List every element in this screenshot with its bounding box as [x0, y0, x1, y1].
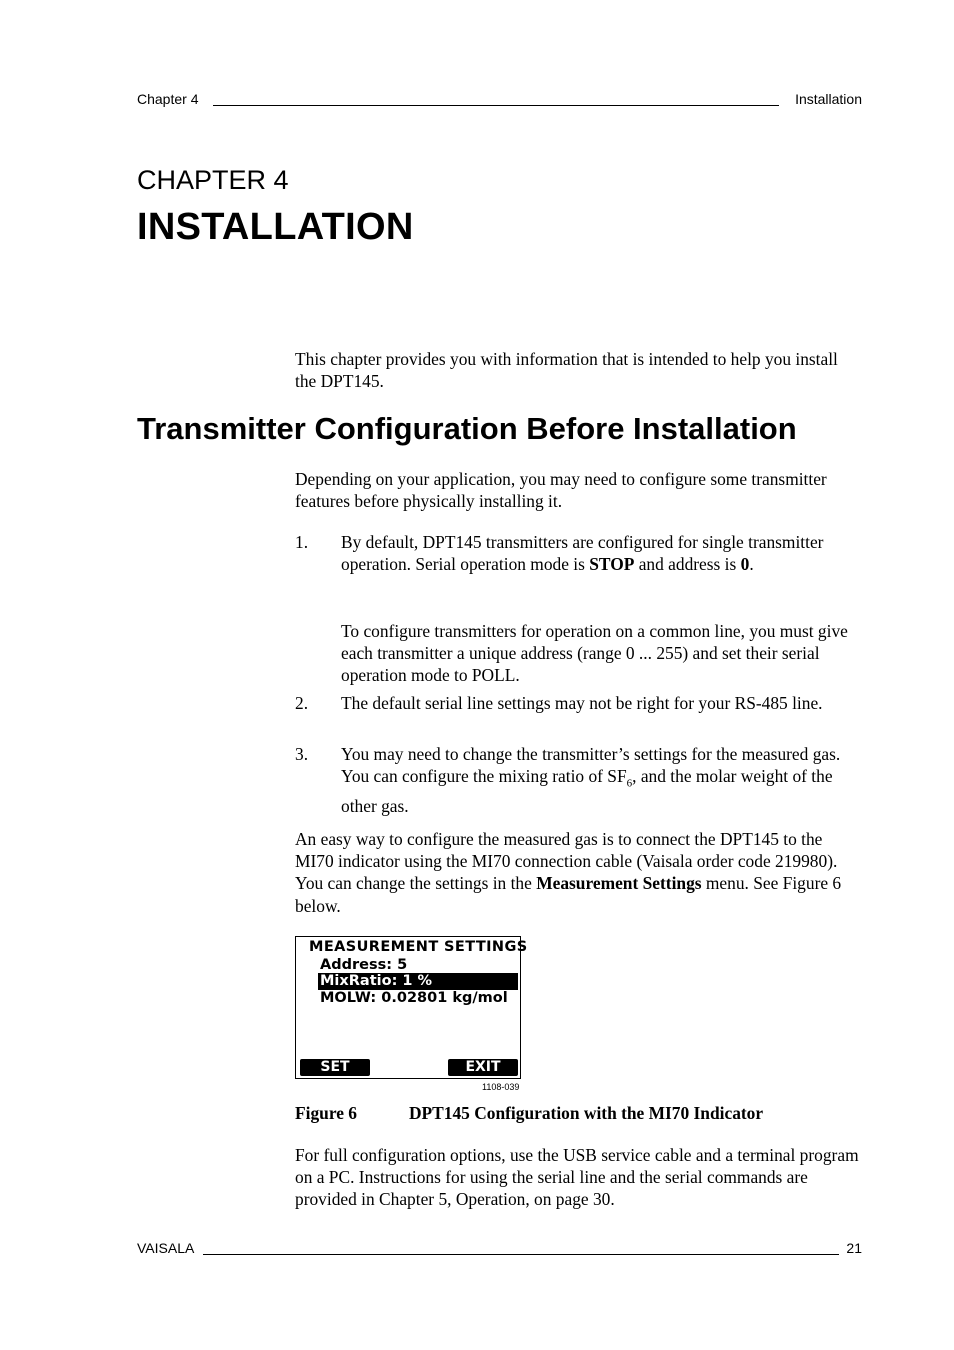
- lcd-address: Address: 5: [320, 957, 408, 973]
- header-chapter: Chapter 4: [137, 91, 199, 107]
- list-item-1-number: 1.: [295, 532, 309, 552]
- chapter-label: CHAPTER 4: [137, 165, 289, 195]
- stop-mode-label: STOP: [589, 554, 635, 575]
- list-item-3: [341, 743, 863, 817]
- list-item-3-number: 3.: [295, 744, 309, 764]
- figure-label: Figure 6: [295, 1103, 357, 1123]
- lcd-molw: MOLW: 0.02801 kg/mol: [320, 990, 508, 1006]
- list-item-3-text-a: You may need to change the transmitter’s settings for the measured gas. You can configure the mixing ratio of SF: [341, 744, 841, 787]
- lcd-title: MEASUREMENT SETTINGS: [309, 939, 528, 955]
- list-item-1-extra: To configure transmitters for operation on a common line, you must give each transmitter a unique address (range 0 ... 255) and set their serial operation mode to POLL.: [341, 621, 848, 686]
- sf6-subscript: 6: [626, 777, 633, 790]
- list-item-2-number: 2.: [295, 693, 309, 713]
- list-item-1-text-c: .: [749, 554, 754, 575]
- header-rule: [213, 105, 779, 106]
- lcd-exit-button: EXIT: [448, 1059, 518, 1076]
- chapter-title: INSTALLATION: [137, 206, 414, 248]
- footer-rule: [203, 1254, 839, 1255]
- page-number: 21: [846, 1240, 862, 1256]
- list-item-1-text-b: and address is: [634, 554, 741, 575]
- mi70-lcd-screenshot: [295, 936, 528, 1079]
- measurement-settings-label: Measurement Settings: [536, 873, 702, 894]
- section-intro-paragraph: Depending on your application, you may need to configure some transmitter features before physically installing it.: [295, 469, 827, 512]
- easy-config-text: An easy way to configure the measured gas is to connect the DPT145 to the MI70 indicator using the MI70 connection cable (Vaisala order code 219980). You can change the settings in the: [295, 829, 838, 894]
- figure-id: 1108-039: [482, 1082, 520, 1092]
- list-item-1-text-a: By default, DPT145 transmitters are configured for single transmitter operation. Serial operation mode is: [341, 532, 824, 575]
- footer-brand: VAISALA: [137, 1240, 195, 1256]
- list-item-1: [341, 531, 863, 575]
- easy-config-paragraph: [295, 828, 863, 917]
- intro-paragraph: This chapter provides you with information that is intended to help you install the DPT145.: [295, 349, 838, 392]
- list-item-3-text-b: , and the molar weight of the other gas.: [341, 766, 833, 816]
- lcd-set-button: SET: [300, 1059, 370, 1076]
- full-config-paragraph: For full configuration options, use the USB service cable and a terminal program on a PC. Instructions for using the serial line and the serial commands are provided in Chapter 5, Operation, on page 30.: [295, 1145, 859, 1210]
- header-section: Installation: [795, 91, 862, 107]
- figure-caption: DPT145 Configuration with the MI70 Indicator: [409, 1103, 764, 1123]
- list-item-2: The default serial line settings may not be right for your RS-485 line.: [341, 693, 823, 713]
- section-title: Transmitter Configuration Before Installation: [137, 411, 797, 446]
- lcd-mixratio: MixRatio: 1 %: [320, 973, 433, 989]
- default-address-value: 0: [740, 554, 750, 575]
- easy-config-tail: menu. See Figure 6 below.: [295, 873, 842, 916]
